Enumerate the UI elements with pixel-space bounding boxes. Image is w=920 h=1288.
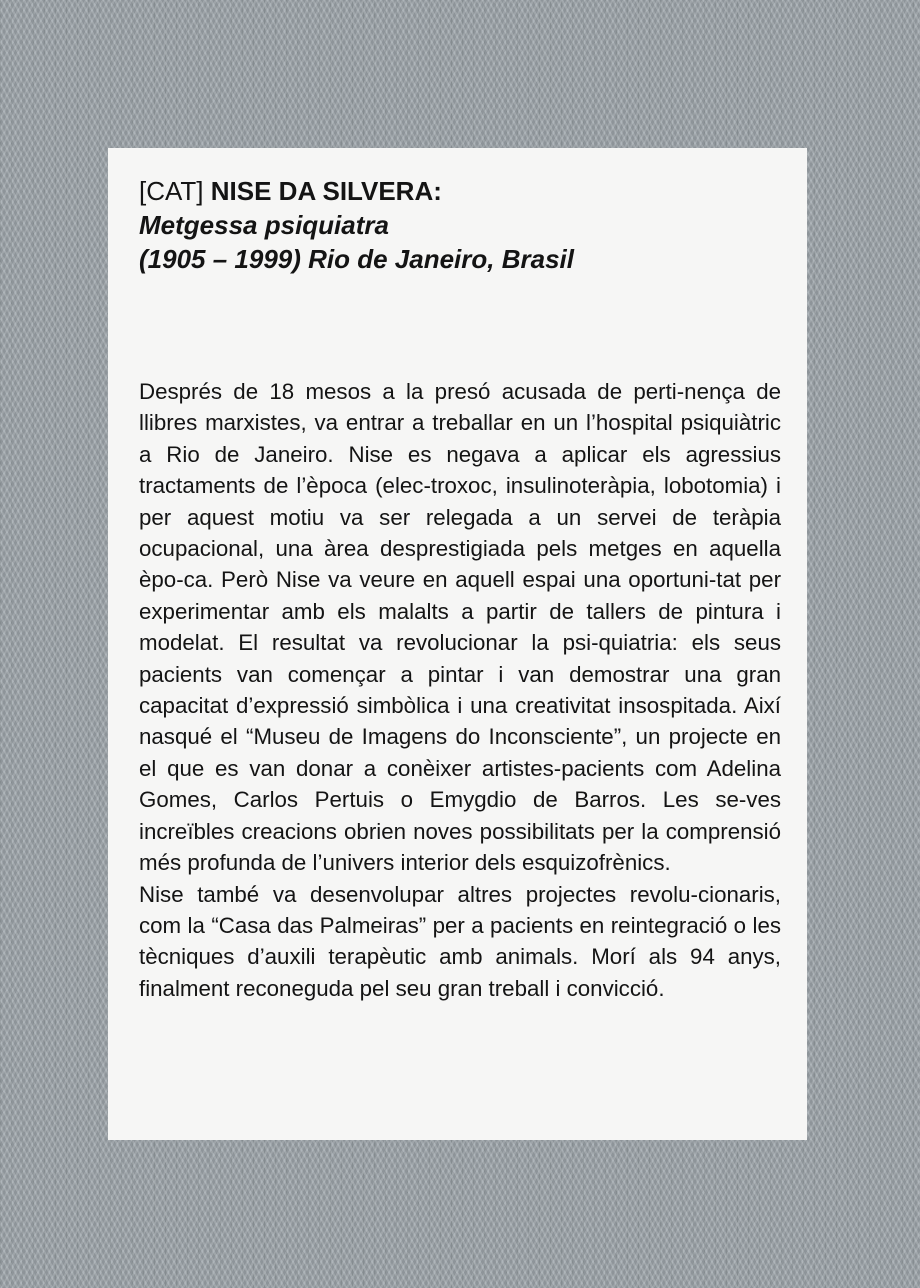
person-role: Metgessa psiquiatra <box>139 210 389 240</box>
biography-paragraph: Després de 18 mesos a la presó acusada de perti-nença de llibres marxistes, va entrar a treballar en un l’hospital psiquiàtric a Rio de Janeiro. Nise es negava a aplicar els agressius tractaments de l’època (elec-troxoc, insulinoteràpia, lobotomia) i per aquest motiu va ser relegada a un servei de teràpia ocupacional, una àrea desprestigiada pels metges en aquella èpo-ca. Però Nise va veure en aquell espai una oportuni-tat per experimentar amb els malalts a partir de tallers de pintura i modelat. El resultat va revolucionar la psi-quiatria: els seus pacients van començar a pintar i van demostrar una gran capacitat d’expressió simbòlica i una creativitat insospitada. Així nasqué el “Museu de Imagens do Inconsciente”, un projecte en el que es van donar a conèixer artistes-pacients com Adelina Gomes, Carlos Pertuis o Emygdio de Barros. Les se-ves increïbles creacions obrien noves possibilitats per la comprensió més profunda de l’univers interior dels esquizofrènics. <box>139 379 781 876</box>
biography-text <box>139 376 781 1004</box>
person-name: NISE DA SILVERA: <box>210 176 442 206</box>
language-tag: [CAT] <box>139 176 204 206</box>
person-dates-place: (1905 – 1999) Rio de Janeiro, Brasil <box>139 244 574 274</box>
card-header <box>139 174 781 276</box>
biography-paragraph: Nise també va desenvolupar altres projectes revolu-cionaris, com la “Casa das Palmeiras” per a pacients en reintegració o les tècniques d’auxili terapèutic amb animals. Morí als 94 anys, finalment reconeguda pel seu gran treball i convicció. <box>139 881 781 1001</box>
info-card <box>108 148 807 1140</box>
